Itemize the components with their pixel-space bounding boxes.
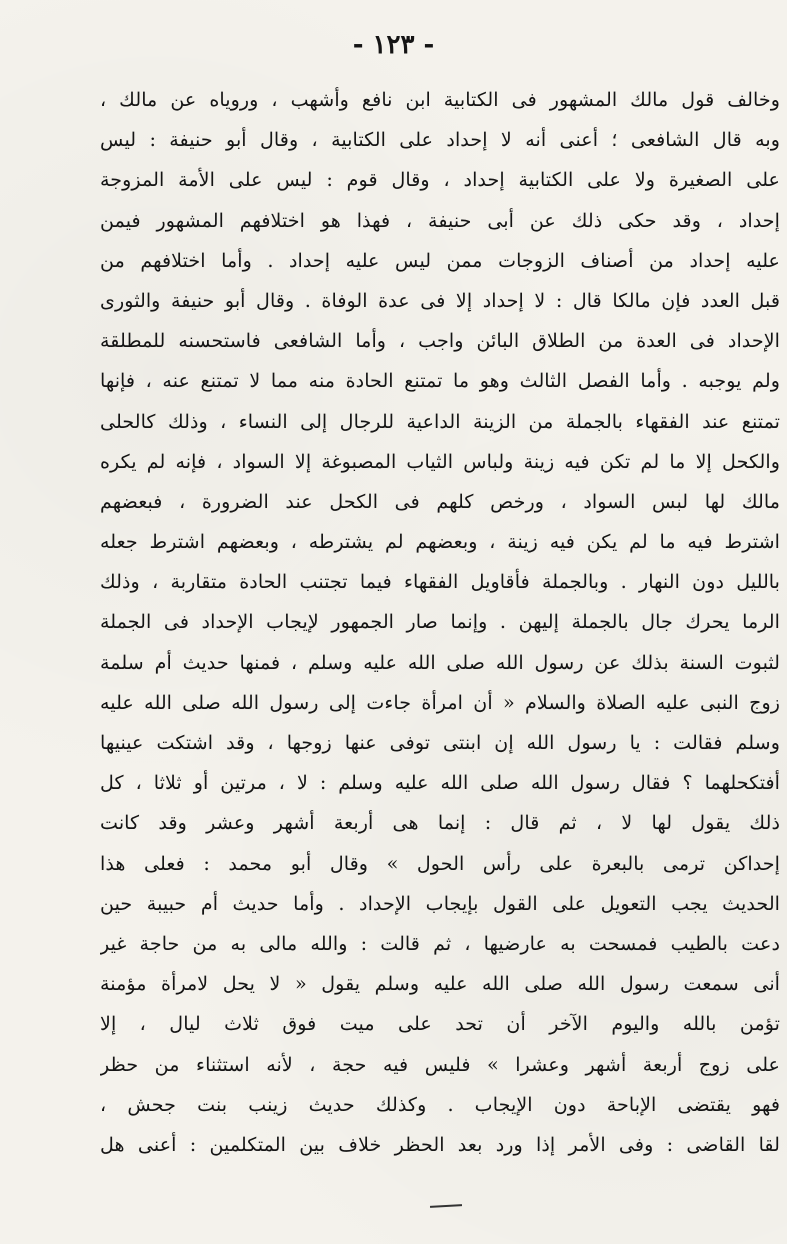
text-line: أنى سمعت رسول الله صلى الله عليه وسلم يقول « لا يحل لامرأة مؤمنة [100,972,780,996]
text-line: وسلم فقالت : يا رسول الله إن ابنتى توفى عنها زوجها ، وقد اشتكت عينيها [100,731,780,754]
text-line: على الصغيرة ولا على الكتابية إحداد ، وقال قوم : ليس على الأمة المزوجة [100,168,780,192]
text-line: أفتكحلهما ؟ فقال رسول الله صلى الله عليه وسلم : لا ، مرتين أو ثلاثا ، كل [100,771,780,795]
text-line: ولم يوجبه . وأما الفصل الثالث وهو ما تمتنع الحادة منه مما لا تمتنع عنه ، فإنها [100,369,780,393]
text-line: الإحداد فى العدة من الطلاق البائن واجب ، وأما الشافعى فاستحسنه للمطلقة [100,329,780,353]
text-line: على زوج أربعة أشهر وعشرا » فليس فيه حجة ، لأنه استثناء من حظر [100,1052,780,1076]
text-line: ذلك يقول لها لا ، ثم قال : إنما هى أربعة أشهر وعشر وقد كانت [100,811,780,835]
body-text [100,80,780,1165]
text-line: لثبوت السنة بذلك عن رسول الله صلى الله عليه وسلم ، فمنها حديث أم سلمة [100,650,780,674]
text-line: عليه إحداد من أصناف الزوجات ممن ليس عليه إحداد . وأما اختلافهم من [100,248,780,272]
text-line: والكحل إلا ما لم تكن فيه زينة ولباس الثياب المصبوغة إلا السواد ، فإنه لم يكره [100,449,780,473]
text-line: بالليل دون النهار . وبالجملة فأقاويل الفقهاء فيما تجتنب الحادة متقاربة ، وذلك [100,570,780,594]
text-line: اشترط فيه ما لم يكن فيه زينة ، وبعضهم لم يشترطه ، وبعضهم اشترط جعله [100,530,780,554]
footer-mark [430,1204,462,1208]
text-line: تؤمن بالله واليوم الآخر أن تحد على ميت فوق ثلاث ليال ، إلا [100,1012,780,1036]
text-line: دعت بالطيب فمسحت به عارضيها ، ثم قالت : والله مالى به من حاجة غير [100,931,780,955]
text-line: وخالف قول مالك المشهور فى الكتابية ابن نافع وأشهب ، وروياه عن مالك ، [100,88,780,111]
text-line: مالك لها لبس السواد ، ورخص كلهم فى الكحل عند الضرورة ، فبعضهم [100,489,780,513]
text-line: إحداد ، وقد حكى ذلك عن أبى حنيفة ، فهذا هو اختلافهم المشهور فيمن [100,208,780,232]
text-line: قبل العدد فإن مالكا قال : لا إحداد إلا فى عدة الوفاة . وقال أبو حنيفة والثورى [100,288,780,312]
text-line: وبه قال الشافعى ؛ أعنى أنه لا إحداد على الكتابية ، وقال أبو حنيفة : ليس [100,128,780,152]
text-line: إحداكن ترمى بالبعرة على رأس الحول » وقال أبو محمد : فعلى هذا [100,851,780,875]
text-line: زوج النبى عليه الصلاة والسلام « أن امرأة جاءت إلى رسول الله صلى الله عليه [100,690,780,714]
page-number: - ١٢٣ - [352,30,435,60]
text-line: لقا القاضى : وفى الأمر إذا ورد بعد الحظر خلاف بين المتكلمين : أعنى هل [100,1132,780,1156]
text-line: الحديث يجب التعويل على القول بإيجاب الإحداد . وأما حديث أم حبيبة حين [100,891,780,915]
text-line: تمتنع عند الفقهاء بالجملة من الزينة الداعية للرجال إلى النساء ، وذلك كالحلى [100,409,780,433]
text-line: فهو يقتضى الإباحة دون الإيجاب . وكذلك حديث زينب بنت جحش ، [100,1092,780,1116]
page-header [0,30,787,60]
text-line: الرما يحرك جال بالجملة إليهن . وإنما صار الجمهور لإيجاب الإحداد فى الجملة [100,610,780,634]
